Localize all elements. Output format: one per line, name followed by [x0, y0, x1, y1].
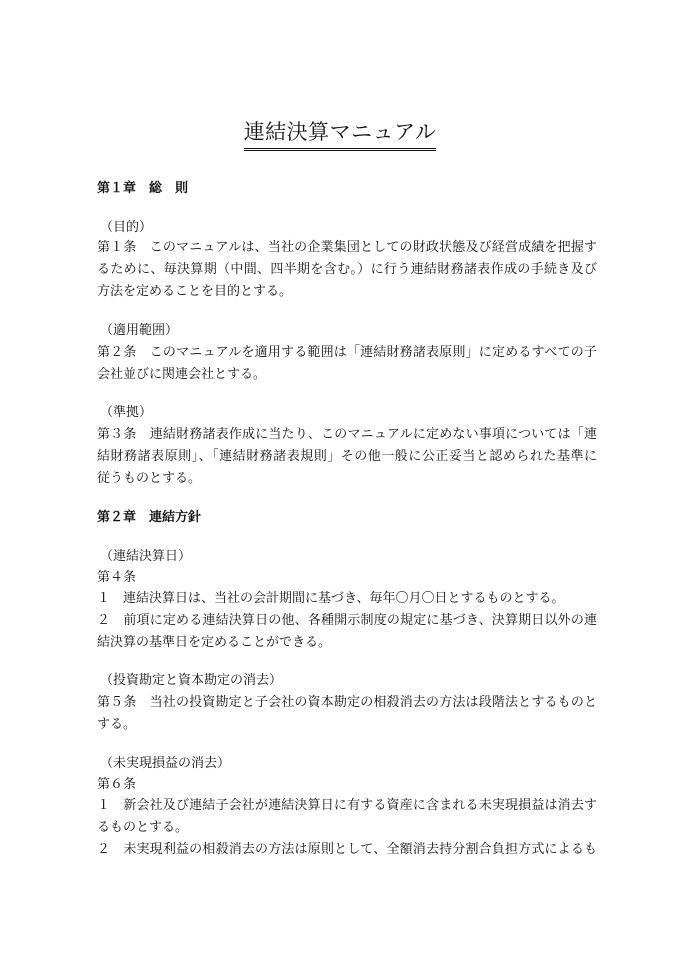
article-6-line-2: １ 新会社及び連結子会社が連結決算日に有する資産に含まれる未実現損益は消去す	[97, 798, 597, 813]
article-6-line-3: るものとする。	[97, 820, 189, 835]
article-2-caption: （適用範囲）	[100, 323, 179, 338]
article-3-line-2: 結財務諸表原則」、「連結財務諸表規則」その他一般に公正妥当と認められた基準に	[97, 449, 597, 464]
article-4-line-3: ２ 前項に定める連結決算日の他、各種開示制度の規定に基づき、決算期日以外の連	[97, 613, 597, 628]
article-1-caption: （目的）	[100, 220, 153, 235]
document-title-text: 連結決算マニュアル	[244, 118, 437, 151]
article-3-caption: （準拠）	[100, 405, 153, 420]
article-1-line-2: るために、毎決算期（中間、四半期を含む。）に行う連結財務諸表作成の手続き及び	[97, 262, 597, 277]
document-title	[0, 118, 680, 151]
article-6-line-4: ２ 未実現利益の相殺消去の方法は原則として、全額消去持分割合負担方式によるも	[97, 842, 597, 857]
article-5-caption: （投資勘定と資本勘定の消去）	[100, 673, 283, 688]
article-3-line-1: 第３条 連結財務諸表作成に当たり、このマニュアルに定めない事項については「連	[97, 427, 597, 442]
article-5-line-2: する。	[97, 717, 137, 732]
article-5-line-1: 第５条 当社の投資勘定と子会社の資本勘定の相殺消去の方法は段階法とするものと	[97, 695, 597, 710]
article-4-caption: （連結決算日）	[100, 549, 192, 564]
article-6-caption: （未実現損益の消去）	[100, 756, 231, 771]
article-1-line-1: 第１条 このマニュアルは、当社の企業集団としての財政状態及び経営成績を把握す	[97, 240, 597, 255]
article-6-line-1: 第６条	[97, 777, 137, 792]
chapter-2-heading: 第２章 連結方針	[97, 510, 202, 525]
article-3-line-3: 従うものとする。	[97, 471, 202, 486]
article-2-line-2: 会社並びに関連会社とする。	[97, 367, 267, 382]
article-1-line-3: 方法を定めることを目的とする。	[97, 284, 293, 299]
article-4-line-2: １ 連結決算日は、当社の会計期間に基づき、毎年〇月〇日とするものとする。	[97, 591, 565, 606]
chapter-1-heading: 第１章 総 則	[97, 181, 189, 196]
article-2-line-1: 第２条 このマニュアルを適用する範囲は「連結財務諸表原則」に定めるすべての子	[97, 345, 597, 360]
article-4-line-1: 第４条	[97, 570, 137, 585]
article-4-line-4: 結決算の基準日を定めることができる。	[97, 635, 332, 650]
